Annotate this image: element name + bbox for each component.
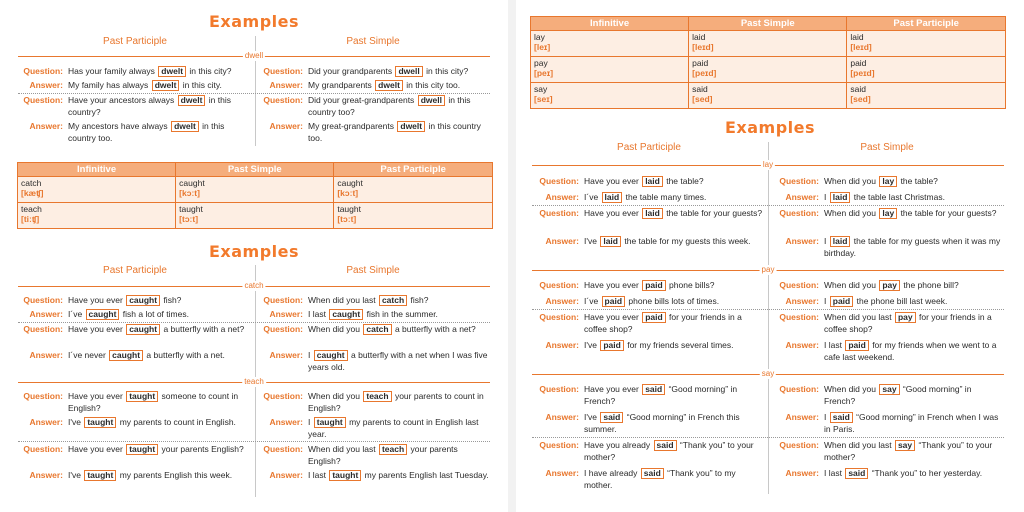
qa-item: Answer: I laid the table for my guests when it was my birthday. <box>785 236 1001 258</box>
table-row: lay [leɪ] laid [leɪd] laid [leɪd] <box>531 31 1006 57</box>
past-participle-header: Past Participle <box>334 163 493 177</box>
highlighted-verb: taught <box>329 470 361 481</box>
section-divider <box>532 160 1004 169</box>
highlighted-verb: lay <box>879 176 897 187</box>
qa-item: Answer: I´ve caught fish a lot of times. <box>29 309 189 319</box>
highlighted-verb: caught <box>126 324 160 335</box>
qa-item: Answer: I paid the phone bill last week. <box>785 296 948 306</box>
highlighted-verb: said <box>845 468 868 479</box>
section-divider <box>532 369 1004 378</box>
qa-item: Answer: I have already said “Thank you” to my mother. <box>545 468 736 490</box>
qa-item: Question: When did you last teach your parents English? <box>263 444 458 466</box>
qa-item: Question: When did you catch a butterfly with a net? <box>263 324 476 334</box>
highlighted-verb: taught <box>84 417 116 428</box>
qa-item: Question: Has your family always dwelt in this city? <box>23 66 232 76</box>
qa-item: Question: Did your grandparents dwell in this city? <box>263 66 469 76</box>
section-label: catch <box>244 281 264 290</box>
qa-item: Question: Have you ever laid the table for your guests? <box>539 208 763 218</box>
highlighted-verb: laid <box>600 236 621 247</box>
qa-item: Question: When did you last pay for your friends in a coffee shop? <box>779 312 992 334</box>
past-simple-heading: Past Simple <box>860 142 914 153</box>
section-label: lay <box>762 160 774 169</box>
highlighted-verb: said <box>654 440 677 451</box>
qa-item: Answer: I've laid the table for my guests this week. <box>545 236 751 246</box>
qa-item: Question: Have you ever caught a butterfly with a net? <box>23 324 245 334</box>
qa-item: Answer: My ancestors have always dwelt in this country too. <box>29 121 225 143</box>
highlighted-verb: say <box>895 440 915 451</box>
row-separator <box>18 441 490 442</box>
past-simple-heading: Past Simple <box>346 36 400 47</box>
qa-item: Answer: I've paid for my friends several times. <box>545 340 734 350</box>
past-simple-heading: Past Simple <box>346 265 400 276</box>
qa-item: Answer: I said “Good morning” in French when I was in Paris. <box>785 412 999 434</box>
qa-item: Question: Have you already said “Thank you” to your mother? <box>539 440 754 462</box>
qa-item: Question: Have you ever said “Good morning” in French? <box>539 384 738 406</box>
highlighted-verb: taught <box>314 417 346 428</box>
highlighted-verb: dwelt <box>397 121 425 132</box>
section-label: say <box>761 369 775 378</box>
qa-item: Question: When did you teach your parents to count in English? <box>263 391 484 413</box>
qa-item: Question: When did you pay the phone bill? <box>779 280 959 290</box>
qa-item: Answer: I laid the table last Christmas. <box>785 192 945 202</box>
highlighted-verb: teach <box>379 444 407 455</box>
highlighted-verb: pay <box>879 280 900 291</box>
highlighted-verb: pay <box>895 312 916 323</box>
qa-item: Question: Have you ever taught your parents English? <box>23 444 244 454</box>
verb-table <box>17 162 493 229</box>
highlighted-verb: said <box>830 412 853 423</box>
qa-item: Answer: I caught a butterfly with a net when I was five years old. <box>269 350 488 372</box>
qa-item: Answer: I last paid for my friends when we went to a cafe last weekend. <box>785 340 997 362</box>
infinitive-header: Infinitive <box>531 17 689 31</box>
row-separator <box>18 93 490 94</box>
highlighted-verb: said <box>642 384 665 395</box>
examples-title: Examples <box>208 242 300 261</box>
highlighted-verb: caught <box>86 309 120 320</box>
highlighted-verb: paid <box>642 280 665 291</box>
section-label: teach <box>244 377 264 386</box>
qa-item: Question: When did you say “Good morning” in French? <box>779 384 972 406</box>
row-separator <box>18 322 490 323</box>
table-row: catch [kæʧ] caught [kɔːt] caught [kɔːt] <box>18 177 493 203</box>
qa-item: Question: When did you last say “Thank you” to your mother? <box>779 440 993 462</box>
highlighted-verb: laid <box>830 236 851 247</box>
qa-item: Answer: I´ve never caught a butterfly with a net. <box>29 350 225 360</box>
qa-item: Answer: I've taught my parents to count in English. <box>29 417 236 427</box>
highlighted-verb: taught <box>84 470 116 481</box>
highlighted-verb: paid <box>642 312 665 323</box>
highlighted-verb: caught <box>126 295 160 306</box>
highlighted-verb: dwelt <box>375 80 403 91</box>
row-separator <box>532 309 1004 310</box>
highlighted-verb: said <box>641 468 664 479</box>
highlighted-verb: catch <box>379 295 407 306</box>
section-label: pay <box>761 265 775 274</box>
section-label: dwell <box>244 51 264 60</box>
highlighted-verb: said <box>600 412 623 423</box>
highlighted-verb: laid <box>642 208 663 219</box>
highlighted-verb: dwell <box>418 95 445 106</box>
highlighted-verb: paid <box>830 296 853 307</box>
qa-item: Question: Have you ever taught someone to count in English? <box>23 391 239 413</box>
highlighted-verb: catch <box>363 324 391 335</box>
right-page <box>516 0 1024 512</box>
qa-item: Answer: I last caught fish in the summer. <box>269 309 438 319</box>
highlighted-verb: laid <box>642 176 663 187</box>
row-separator <box>532 437 1004 438</box>
qa-item: Question: When did you lay the table for your guests? <box>779 208 997 218</box>
highlighted-verb: laid <box>602 192 623 203</box>
examples-title: Examples <box>208 12 300 31</box>
qa-item: Question: Have you ever caught fish? <box>23 295 182 305</box>
highlighted-verb: taught <box>126 444 158 455</box>
highlighted-verb: dwelt <box>178 95 206 106</box>
highlighted-verb: caught <box>329 309 363 320</box>
qa-item: Question: Have you ever paid phone bills? <box>539 280 715 290</box>
qa-item: Answer: My great-grandparents dwelt in this country too. <box>269 121 481 143</box>
table-row: say [seɪ] said [sed] said [sed] <box>531 83 1006 109</box>
qa-item: Answer: I last said “Thank you” to her yesterday. <box>785 468 983 478</box>
section-divider <box>18 377 490 386</box>
highlighted-verb: dwelt <box>171 121 199 132</box>
highlighted-verb: dwell <box>395 66 422 77</box>
past-participle-heading: Past Participle <box>617 142 681 153</box>
row-separator <box>532 205 1004 206</box>
qa-item: Answer: My family has always dwelt in this city. <box>29 80 222 90</box>
highlighted-verb: taught <box>126 391 158 402</box>
qa-item: Answer: My grandparents dwelt in this city too. <box>269 80 461 90</box>
qa-item: Question: Have you ever laid the table? <box>539 176 704 186</box>
highlighted-verb: caught <box>109 350 143 361</box>
past-participle-heading: Past Participle <box>103 265 167 276</box>
highlighted-verb: paid <box>602 296 625 307</box>
highlighted-verb: dwelt <box>158 66 186 77</box>
qa-item: Question: Have you ever paid for your friends in a coffee shop? <box>539 312 742 334</box>
highlighted-verb: teach <box>363 391 391 402</box>
section-divider <box>18 51 490 60</box>
infinitive-header: Infinitive <box>18 163 176 177</box>
verb-table <box>530 16 1006 109</box>
qa-item: Question: When did you last catch fish? <box>263 295 429 305</box>
qa-item: Answer: I last taught my parents English last Tuesday. <box>269 470 489 480</box>
table-row: pay [peɪ] paid [peɪd] paid [peɪd] <box>531 57 1006 83</box>
left-page <box>0 0 508 512</box>
column-divider <box>768 142 769 494</box>
qa-item: Question: When did you lay the table? <box>779 176 938 186</box>
past-participle-heading: Past Participle <box>103 36 167 47</box>
past-participle-header: Past Participle <box>847 17 1006 31</box>
highlighted-verb: say <box>879 384 899 395</box>
highlighted-verb: caught <box>314 350 348 361</box>
section-divider <box>18 281 490 290</box>
examples-title: Examples <box>724 118 816 137</box>
highlighted-verb: laid <box>830 192 851 203</box>
qa-item: Answer: I´ve laid the table many times. <box>545 192 707 202</box>
highlighted-verb: paid <box>600 340 623 351</box>
past-simple-header: Past Simple <box>689 17 847 31</box>
highlighted-verb: paid <box>845 340 868 351</box>
table-row: teach [tiːʧ] taught [tɔːt] taught [tɔːt] <box>18 203 493 229</box>
highlighted-verb: lay <box>879 208 897 219</box>
qa-item: Answer: I've said “Good morning” in French this summer. <box>545 412 740 434</box>
qa-item: Question: Did your great-grandparents dwell in this country too? <box>263 95 471 117</box>
past-simple-header: Past Simple <box>176 163 334 177</box>
qa-item: Answer: I've taught my parents English this week. <box>29 470 233 480</box>
section-divider <box>532 265 1004 274</box>
qa-item: Question: Have your ancestors always dwelt in this country? <box>23 95 231 117</box>
page-gutter <box>508 0 516 512</box>
qa-item: Answer: I taught my parents to count in English last year. <box>269 417 479 439</box>
highlighted-verb: dwelt <box>152 80 180 91</box>
qa-item: Answer: I´ve paid phone bills lots of times. <box>545 296 720 306</box>
